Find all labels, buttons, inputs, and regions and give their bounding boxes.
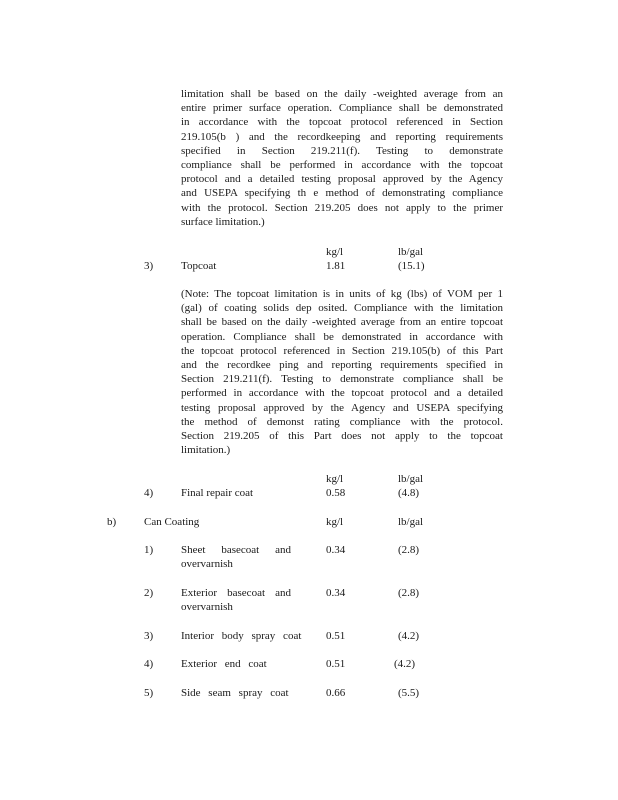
item-number: 5) — [144, 687, 154, 699]
item-lb-value: (15.1) — [398, 260, 425, 272]
item-label: Final repair coat — [181, 487, 254, 499]
item-label-line: overvarnish — [181, 558, 233, 571]
item-label-line: Sheet basecoat and — [181, 544, 291, 556]
item-number: 1) — [144, 544, 154, 556]
text-line: with the protocol. Section 219.205 does not apply to the primer — [181, 201, 503, 214]
item-label: Exterior end coat — [181, 658, 267, 670]
item-label — [181, 586, 291, 614]
unit-kg-header: kg/l — [326, 516, 344, 528]
unit-lb-header: lb/gal — [398, 516, 424, 528]
item-lb-value: (2.8) — [398, 587, 420, 599]
text-line: entire primer surface operation. Compliance shall be demonstrated — [181, 102, 503, 115]
item-lb-value: (5.5) — [398, 687, 420, 699]
item-number: 2) — [144, 587, 154, 599]
text-line: operation. Compliance shall be demonstrated in accordance with — [181, 330, 503, 343]
section-number: b) — [107, 516, 117, 528]
unit-lb-header: lb/gal — [398, 473, 424, 485]
item-kg-value: 0.34 — [326, 587, 346, 599]
item-label-line: Exterior basecoat and — [181, 587, 291, 599]
item-lb-value: (2.8) — [398, 544, 420, 556]
text-line: the topcoat protocol referenced in Section 219.105(b) of this Part — [181, 344, 503, 357]
text-line: 219.105(b ) and the recordkeeping and reporting requirements — [181, 130, 503, 143]
item-number: 3) — [144, 630, 154, 642]
item-kg-value: 1.81 — [326, 260, 346, 272]
topcoat-note — [181, 287, 503, 457]
item-label: Side seam spray coat — [181, 687, 289, 699]
item-label — [181, 543, 291, 571]
text-line: and USEPA specifying th e method of demonstrating compliance — [181, 187, 503, 200]
item-number: 4) — [144, 658, 154, 670]
item-label: Interior body spray coat — [181, 630, 302, 642]
text-line: surface limitation.) — [181, 215, 265, 228]
item-kg-value: 0.66 — [326, 687, 346, 699]
section-label: Can Coating — [144, 516, 200, 528]
unit-kg-header: kg/l — [326, 246, 344, 258]
item-kg-value: 0.58 — [326, 487, 346, 499]
text-line: protocol and a detailed testing proposal approved by the Agency — [181, 173, 503, 186]
unit-lb-header: lb/gal — [398, 246, 424, 258]
text-line: shall be based on the daily -weighted average from an entire topcoat — [181, 316, 503, 329]
item-number: 4) — [144, 487, 154, 499]
primer-surface-note — [181, 87, 503, 229]
unit-kg-header: kg/l — [326, 473, 344, 485]
text-line: (gal) of coating solids dep osited. Compliance with the limitation — [181, 302, 503, 315]
text-line: Section 219.211(f). Testing to demonstrate compliance shall be — [181, 373, 503, 386]
item-number: 3) — [144, 260, 154, 272]
item-label-line: overvarnish — [181, 601, 233, 614]
item-kg-value: 0.51 — [326, 630, 346, 642]
text-line: limitation shall be based on the daily -weighted average from an — [181, 88, 503, 100]
text-line: Section 219.205 of this Part does not apply to the topcoat — [181, 429, 503, 442]
item-label: Topcoat — [181, 260, 217, 272]
item-kg-value: 0.34 — [326, 544, 346, 556]
text-line: and the recordkee ping and reporting requirements specified in — [181, 358, 503, 371]
text-line: specified in Section 219.211(f). Testing to demonstrate — [181, 144, 503, 157]
item-lb-value: (4.8) — [398, 487, 420, 499]
item-kg-value: 0.51 — [326, 658, 346, 670]
text-line: (Note: The topcoat limitation is in units of kg (lbs) of VOM per 1 — [181, 288, 503, 300]
text-line: the method of demonst rating compliance with the protocol. — [181, 415, 503, 428]
text-line: compliance shall be performed in accordance with the topcoat — [181, 158, 503, 171]
text-line: limitation.) — [181, 444, 231, 457]
item-lb-value: (4.2) — [394, 658, 416, 670]
text-line: testing proposal approved by the Agency and USEPA specifying — [181, 401, 503, 414]
text-line: in accordance with the topcoat protocol referenced in Section — [181, 116, 503, 129]
item-lb-value: (4.2) — [398, 630, 420, 642]
text-line: performed in accordance with the topcoat protocol and a detailed — [181, 387, 503, 400]
